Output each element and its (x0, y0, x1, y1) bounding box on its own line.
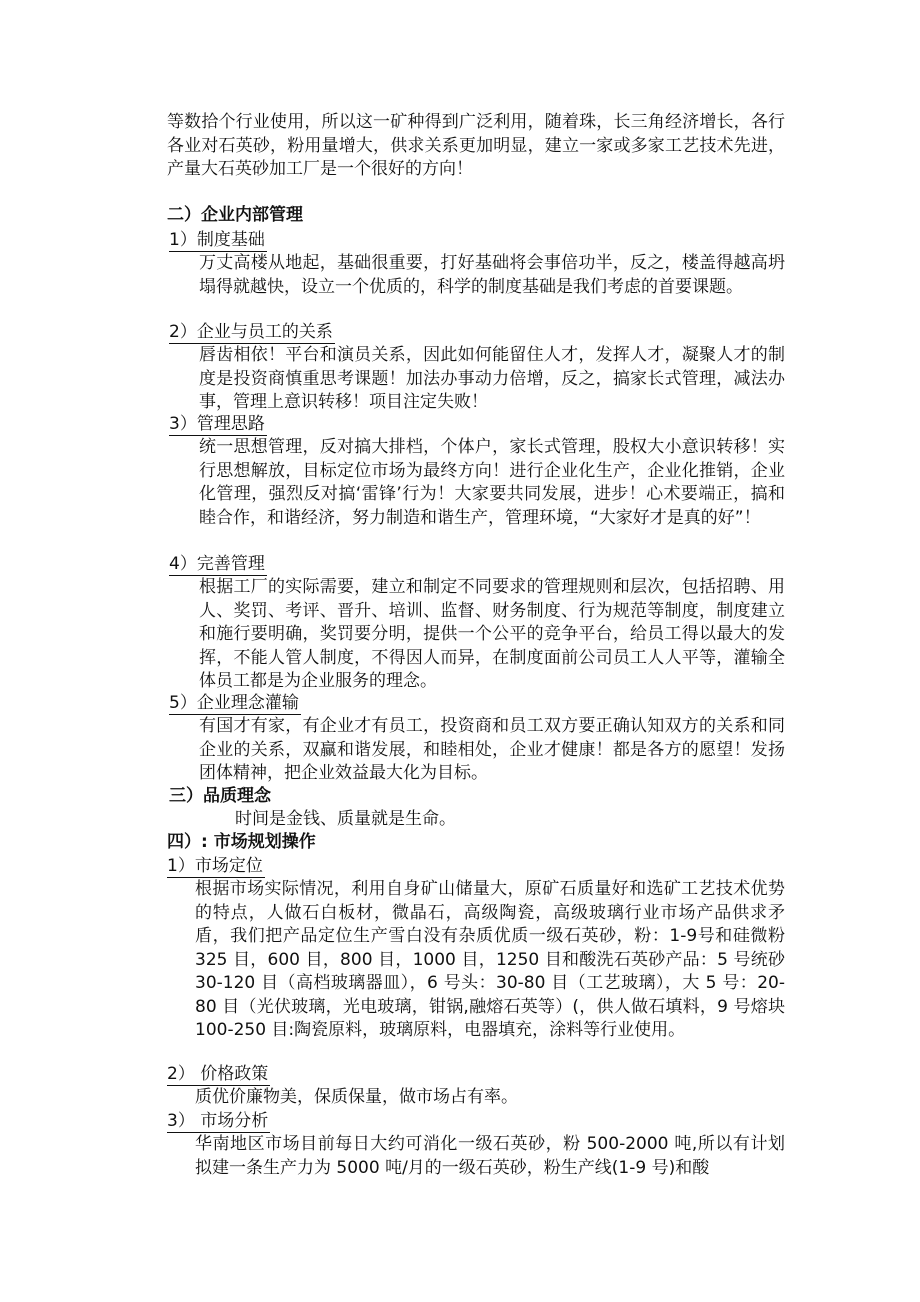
paragraph-corporate-philosophy: 有国才有家，有企业才有员工，投资商和员工双方要正确认知双方的关系和同企业的关系，双赢和谐发展，和睦相处，企业才健康！都是各方的愿望！发扬团体精神，把企业效益最大化为目标。 (199, 716, 785, 783)
section-2-heading: 二）企业内部管理 (167, 205, 303, 225)
subheading-market-positioning: 1）市场定位 (167, 856, 263, 876)
subheading-management-ideas: 3）管理思路 (169, 414, 265, 434)
paragraph-system-foundation: 万丈高楼从地起，基础很重要，打好基础将会事倍功半，反之，楼盖得越高坍塌得就越快，设立一个优质的，科学的制度基础是我们考虑的首要课题。 (199, 253, 785, 297)
paragraph-improve-management: 根据工厂的实际需要，建立和制定不同要求的管理规则和层次，包括招聘、用人、奖罚、考评、晋升、培训、监督、财务制度、行为规范等制度，制度建立和施行要明确，奖罚要分明，提供一个公平的竞争平台，给员工得以最大的发挥，不能人管人制度，不得因人而异，在制度面前公司员工人人平等，灌输全体员工都是为企业服务的理念。 (199, 577, 785, 691)
section-3-heading: 三）品质理念 (169, 786, 271, 806)
paragraph-pricing-policy: 质优价廉物美，保质保量，做市场占有率。 (195, 1087, 518, 1107)
subheading-system-foundation: 1）制度基础 (169, 230, 265, 250)
subheading-employee-relation: 2）企业与员工的关系 (169, 322, 333, 342)
quality-motto: 时间是金钱、质量就是生命。 (235, 809, 456, 829)
subheading-corporate-philosophy: 5）企业理念灌输 (169, 693, 299, 713)
intro-paragraph: 等数拾个行业使用，所以这一矿种得到广泛利用，随着珠，长三角经济增长，各行各业对石英砂，粉用量增大，供求关系更加明显，建立一家或多家工艺技术先进，产量大石英砂加工厂是一个很好的方向！ (167, 112, 785, 179)
paragraph-market-positioning: 根据市场实际情况，利用自身矿山储量大，原矿石质量好和选矿工艺技术优势的特点，人做石白板材，微晶石，高级陶瓷，高级玻璃行业市场产品供求矛盾，我们把产品定位生产雪白没有杂质优质一级石英砂，粉：1-9号和硅微粉 325 目，600 目，800 目，1000 目，1250 目和酸洗石英砂产品：5 号统砂 30-120 目（高档玻璃器皿），6 号头：30-80 目（工艺玻璃），大 5 号：20-80 目（光伏玻璃，光电玻璃，钳锅,融熔石英等）(，供人做石填料，9 号熔块 100-250 目:陶瓷原料，玻璃原料，电器填充，涂料等行业使用。 (195, 879, 785, 1040)
section-4-heading: 四）: 市场规划操作 (167, 832, 316, 852)
paragraph-management-ideas: 统一思想管理，反对搞大排档，个体户，家长式管理，股权大小意识转移！实行思想解放，目标定位市场为最终方向！进行企业化生产，企业化推销，企业化管理，强烈反对搞‘雷锋’行为！大家要共同发展，进步！心术要端正，搞和睦合作，和谐经济，努力制造和谐生产，管理环境，“大家好才是真的好”！ (199, 437, 785, 528)
subheading-pricing-policy: 2） 价格政策 (167, 1064, 269, 1084)
subheading-improve-management: 4）完善管理 (169, 554, 265, 574)
paragraph-employee-relation: 唇齿相依！平台和演员关系，因此如何能留住人才，发挥人才，凝聚人才的制度是投资商慎重思考课题！加法办事动力倍增，反之，搞家长式管理，减法办事，管理上意识转移！项目注定失败！ (199, 345, 785, 412)
paragraph-market-analysis: 华南地区市场目前每日大约可消化一级石英砂，粉 500-2000 吨,所以有计划拟建一条生产力为 5000 吨/月的一级石英砂，粉生产线(1-9 号)和酸 (195, 1134, 785, 1178)
subheading-market-analysis: 3） 市场分析 (167, 1111, 269, 1131)
